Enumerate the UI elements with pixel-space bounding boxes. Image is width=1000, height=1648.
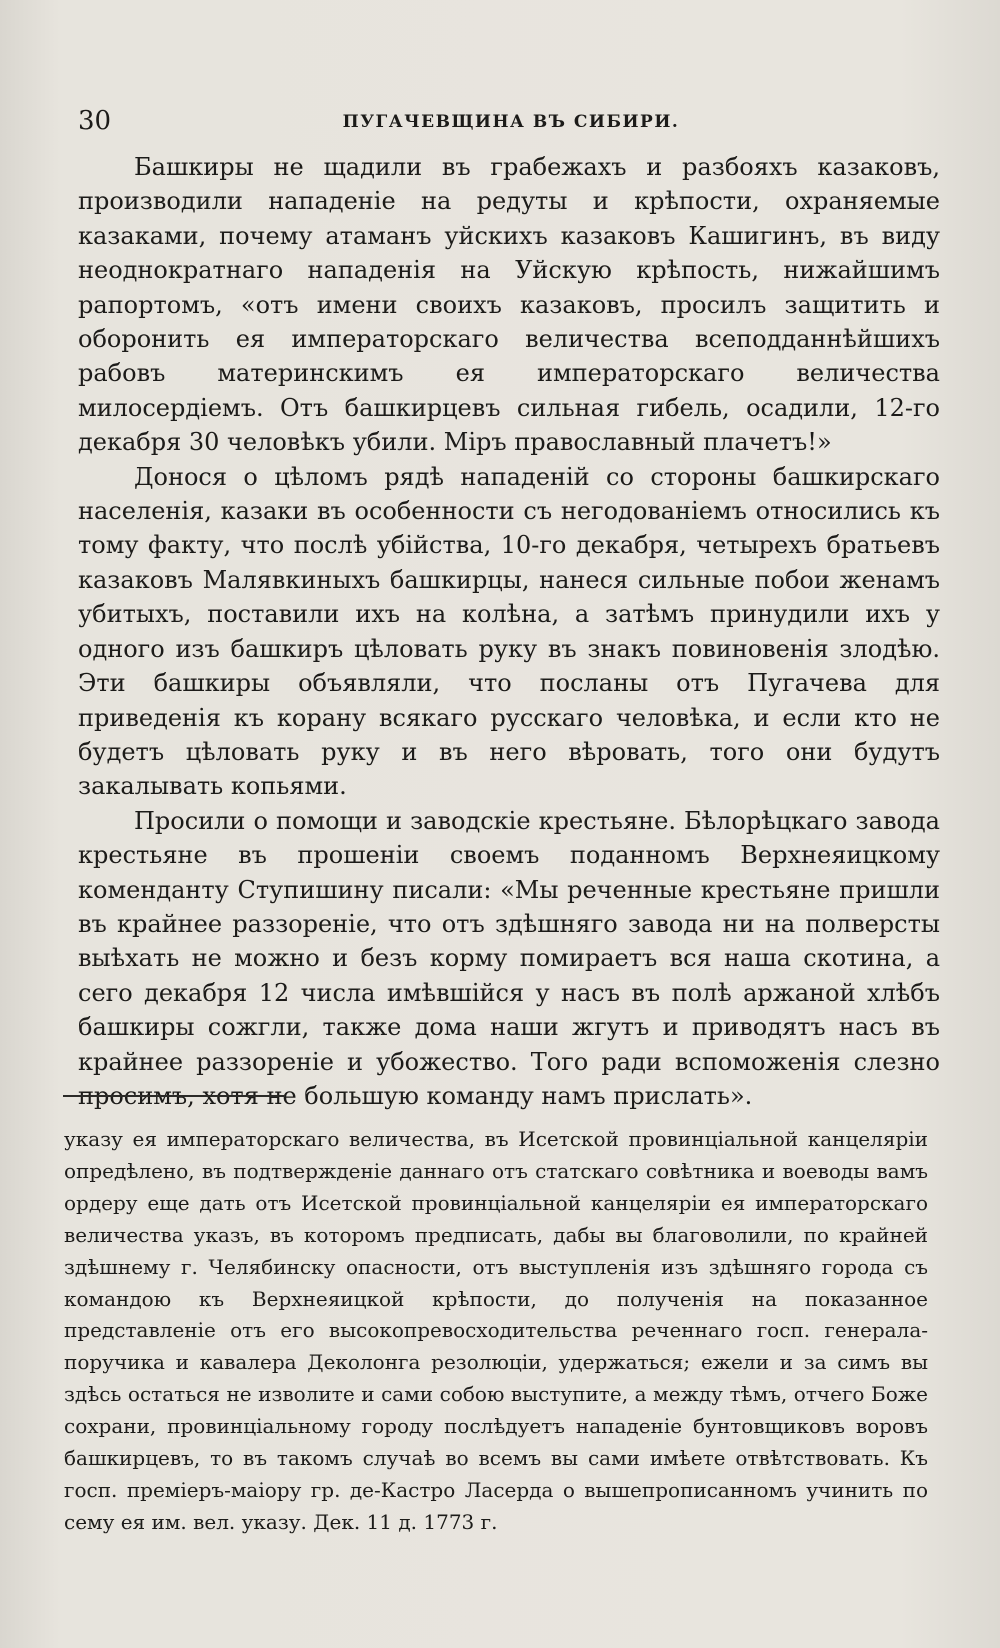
footnote-separator bbox=[63, 1095, 285, 1097]
paragraph: Башкиры не щадили въ грабежахъ и разбояхъ казаковъ, производили нападенie на редуты и крѣпости, охраняемые казаками, почему атаманъ уйскихъ казаковъ Кашигинъ, въ виду неоднократнаго нападенія на Уйскую крѣпость, нижайшимъ рапортомъ, «отъ имени своихъ казаковъ, просилъ защитить и оборонить ея императорскаго величества всеподданнѣйшихъ рабовъ материнскимъ ея императорскаго величества милосердіемъ. Отъ башкирцевъ сильная гибель, осадили, 12-го декабря 30 человѣкъ убили. Міръ православный плачетъ!» bbox=[78, 153, 940, 457]
footnote bbox=[64, 1124, 928, 1539]
page-number: 30 bbox=[78, 106, 112, 136]
page-header bbox=[78, 104, 944, 138]
paragraph: Донося о цѣломъ рядѣ нападеній со стороны башкирскаго населенія, казаки въ особенности съ негодованiемъ относились къ тому факту, что послѣ убійства, 10-го декабря, четырехъ братьевъ казаковъ Малявкиныхъ башкирцы, нанеся сильные побои женамъ убитыхъ, поставили ихъ на колѣна, а затѣмъ принудили ихъ у одного изъ башкиръ цѣловать руку въ знакъ повиновенія злодѣю. Эти башкиры объявляли, что посланы отъ Пугачева для приведенія къ корану всякаго русскаго человѣка, и если кто не будетъ цѣловать руку и въ него вѣровать, того они будутъ закалывать копьями. bbox=[78, 462, 940, 801]
paragraph: Просили о помощи и заводскіе крестьяне. Бѣлорѣцкаго завода крестьяне въ прошеніи своемъ поданномъ Верхнеяицкому коменданту Ступишину писали: «Мы реченные крестьяне пришли въ крайнее раззореніе, что отъ здѣшняго завода ни на полверсты выѣхать не можно и безъ корму помираетъ вся наша скотина, а сего декабря 12 числа имѣвшійся у насъ въ полѣ аржаной хлѣбъ башкиры сожгли, также дома наши жгутъ и приводятъ насъ въ крайнее раззореніе и убожество. Того ради вспоможенія слезно просимъ, хотя не большую команду намъ прислать». bbox=[78, 806, 940, 1110]
main-text bbox=[78, 150, 940, 1113]
footnote-text: указу ея императорскаго величества, въ Исетской провинціальной канцеляріи опредѣлено, въ подтвержденіе даннаго отъ статскаго совѣтника и воеводы вамъ ордеру еще дать отъ Исетской провинціальной канцеляріи ея императорскаго величества указъ, въ которомъ предписать, дабы вы благоволили, по крайней здѣшнему г. Челябинску опасности, отъ выступленія изъ здѣшняго города съ командою къ Верхнеяицкой крѣпости, до полученія на показанное представленіе отъ его высокопревосходительства реченнаго госп. генерала-поручика и кавалера Деколонга резолюціи, удержаться; ежели и за симъ вы здѣсь остаться не изволите и сами собою выступите, а между тѣмъ, отчего Боже сохрани, провинціальному городу послѣдуетъ нападеніе бунтовщиковъ воровъ башкирцевъ, то въ такомъ случаѣ во всемъ вы сами имѣете отвѣтствовать. Къ госп. преміеръ-маіору гр. де-Кастро Ласерда о вышепрописанномъ учинить по сему ея им. вел. указу. Дек. 11 д. 1773 г. bbox=[64, 1127, 928, 1534]
running-title: ПУГАЧЕВЩИНА ВЪ СИБИРИ. bbox=[342, 112, 680, 132]
